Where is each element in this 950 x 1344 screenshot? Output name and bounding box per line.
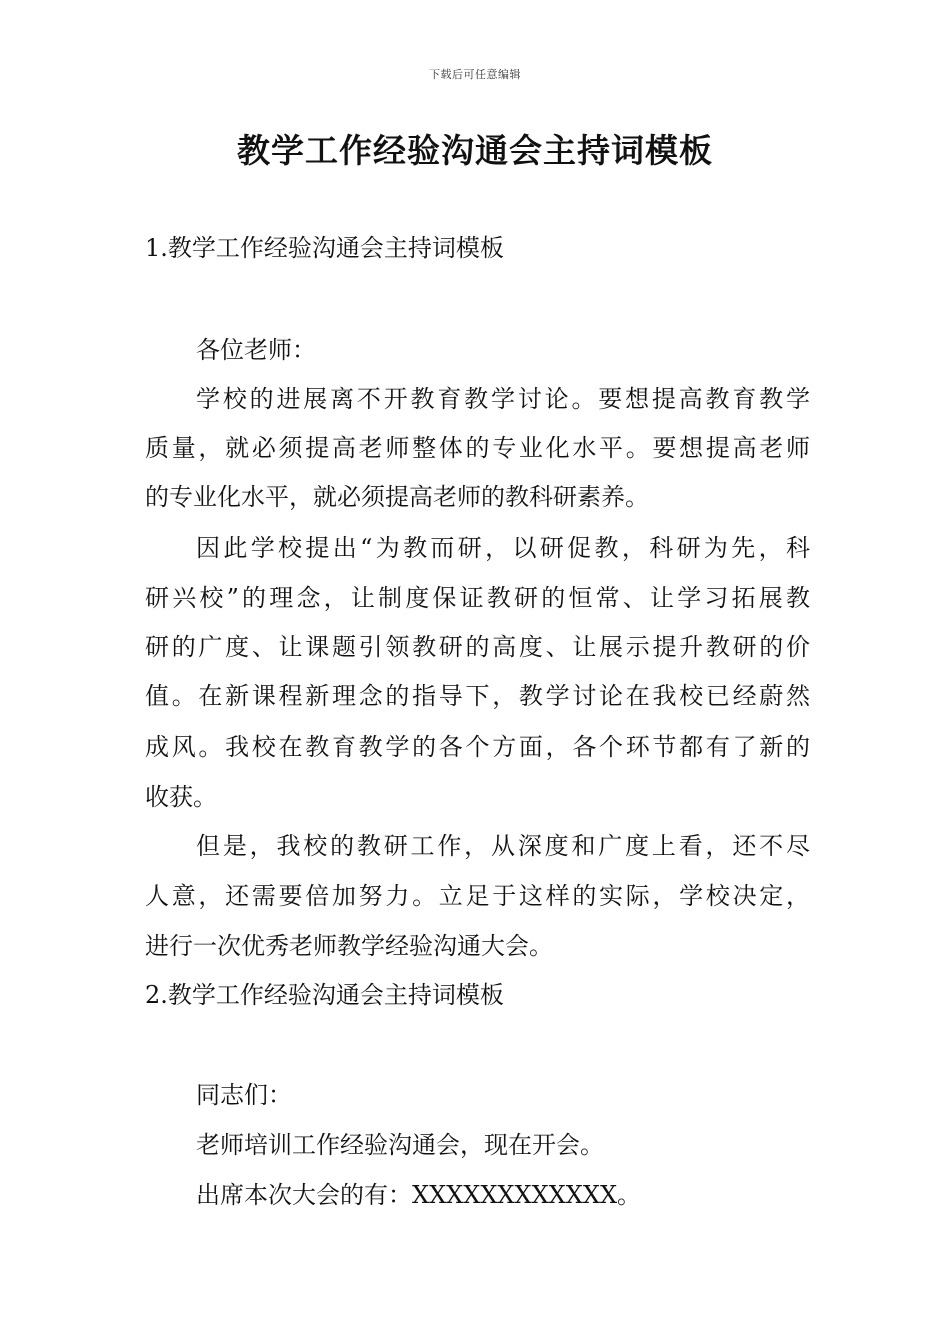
section2-line: 老师培训工作经验沟通会，现在开会。 (196, 1131, 604, 1159)
para2-line: 成风。我校在教育教学的各个方面，各个环节都有了新的 (145, 733, 810, 761)
para2-line: 研的广度、让课题引领教研的高度、让展示提升教研的价 (145, 633, 810, 661)
section1-heading: 1.教学工作经验沟通会主持词模板 (145, 234, 504, 262)
para2-line: 因此学校提出“为教而研，以研促教，科研为先，科 (196, 534, 810, 562)
para2-line: 值。在新课程新理念的指导下，教学讨论在我校已经蔚然 (145, 682, 810, 710)
header-note: 下载后可任意编辑 (429, 68, 521, 81)
para1-line: 学校的进展离不开教育教学讨论。要想提高教育教学 (196, 385, 810, 413)
para1-line: 的专业化水平，就必须提高老师的教科研素养。 (145, 483, 649, 511)
para2-line: 研兴校”的理念，让制度保证教研的恒常、让学习拓展教 (145, 584, 810, 612)
para3-line: 人意，还需要倍加努力。立足于这样的实际，学校决定， (145, 882, 810, 910)
para2-line: 收获。 (145, 783, 217, 811)
para3-line: 进行一次优秀老师教学经验沟通大会。 (145, 932, 553, 960)
section2-salutation: 同志们： (196, 1081, 292, 1109)
section2-line: 出席本次大会的有：XXXXXXXXXXXX。 (196, 1181, 642, 1209)
section2-heading: 2.教学工作经验沟通会主持词模板 (145, 981, 504, 1009)
document-title: 教学工作经验沟通会主持词模板 (237, 131, 713, 170)
section1-salutation: 各位老师： (196, 336, 316, 364)
para3-line: 但是，我校的教研工作，从深度和广度上看，还不尽 (196, 832, 810, 860)
para1-line: 质量，就必须提高老师整体的专业化水平。要想提高老师 (145, 434, 810, 462)
